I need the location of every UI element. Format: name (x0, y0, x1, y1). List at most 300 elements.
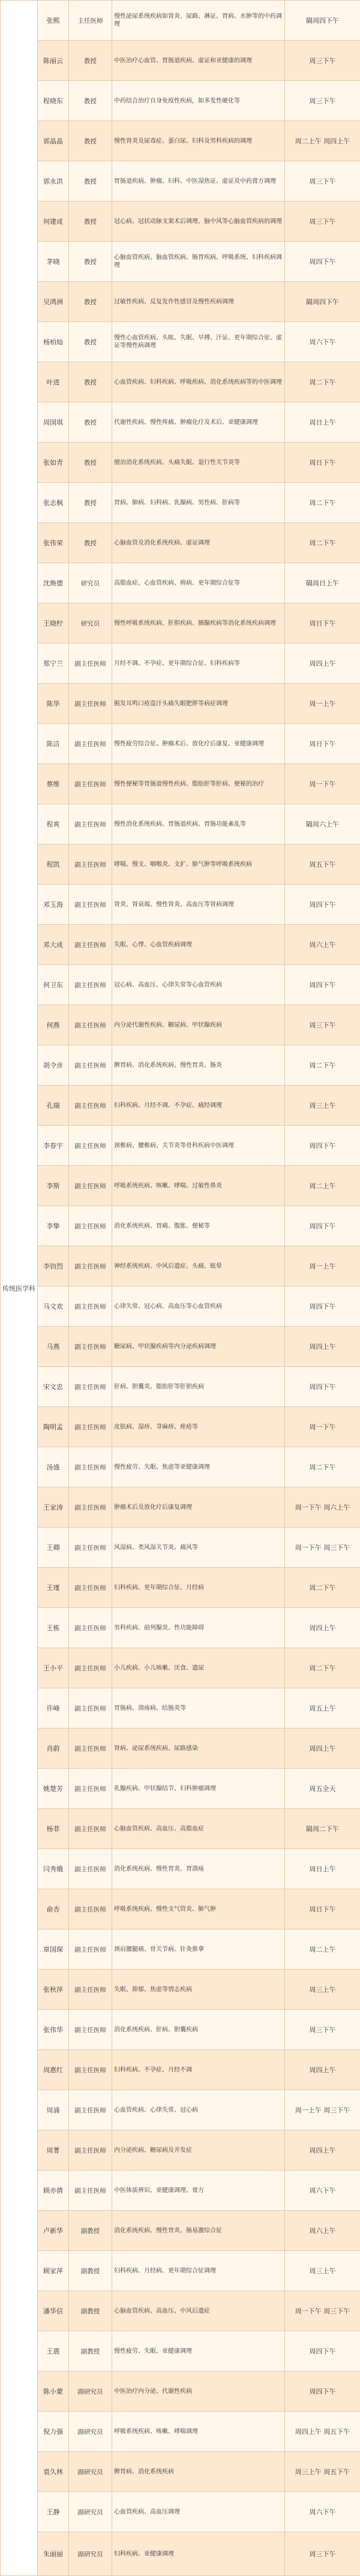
clinic-time: 周四下午 (285, 242, 360, 282)
doctor-name: 宋文忠 (38, 1367, 69, 1407)
doctor-name: 许峰 (38, 1688, 69, 1729)
doctor-specialty: 肝病、胆囊炎、脂肪肝等肝胆疾病 (112, 1367, 285, 1407)
doctor-title: 副教授 (69, 2291, 112, 2331)
doctor-title: 主任医师 (69, 1, 112, 41)
doctor-name: 何建成 (38, 202, 69, 242)
table-row (1, 1929, 360, 1970)
clinic-time: 周日下午 (285, 724, 360, 764)
doctor-title: 研究员 (69, 563, 112, 603)
doctor-specialty: 妇科疾病、月经病、更年期综合征调理 (112, 2251, 285, 2291)
table-row (1, 844, 360, 885)
clinic-time: 周一下午 (285, 764, 360, 804)
clinic-time: 周三上午 (285, 2251, 360, 2291)
doctor-name: 袁久林 (38, 2452, 69, 2492)
doctor-specialty: 心律失常、冠心病、高血压等心血管疾病 (112, 1287, 285, 1327)
doctor-title: 教授 (69, 402, 112, 443)
doctor-specialty: 代谢性疾病、慢性疼痛、肿瘤化疗及术后、亚健康调理 (112, 402, 285, 443)
table-row (1, 1287, 360, 1327)
table-row (1, 242, 360, 282)
clinic-time: 周一上午 (285, 684, 360, 724)
doctor-name: 陶明孟 (38, 1407, 69, 1447)
clinic-time: 周一上午 周三下午 (285, 2090, 360, 2130)
doctor-specialty: 心脑血管疾病、高血压、高脂血症 (112, 1809, 285, 1849)
doctor-specialty: 中医治疗心血管、胃肠道疾病、虚证和亚健康的调理 (112, 41, 285, 81)
clinic-time: 周三下午 (285, 1005, 360, 1045)
doctor-specialty: 妇科疾病、更年期综合征、月经病 (112, 1568, 285, 1608)
doctor-name: 周菁 (38, 2130, 69, 2171)
doctor-specialty: 消化系统疾病、慢性胃炎、肠易激综合征 (112, 2211, 285, 2251)
doctor-specialty: 男科疾病、前列腺炎、性功能障碍 (112, 1608, 285, 1648)
table-row (1, 1126, 360, 1166)
doctor-specialty: 消化系统疾病、慢性胃炎、胃溃疡 (112, 1849, 285, 1889)
doctor-specialty: 妇科疾病、月经不调、不孕症、痛经调理 (112, 1086, 285, 1126)
doctor-name: 王家涛 (38, 1487, 69, 1528)
clinic-time: 周一下午 周三下午 (285, 2291, 360, 2331)
clinic-time: 周三下午 (285, 2010, 360, 2050)
doctor-name: 王小平 (38, 1648, 69, 1688)
doctor-specialty: 胃病、肺病、妇科病、乳腺病、男性病、肝病等 (112, 483, 285, 523)
doctor-specialty: 慢性疲劳、失眠、焦虑等亚健康调理 (112, 1447, 285, 1487)
doctor-name: 王震 (38, 2331, 69, 2371)
clinic-time: 周四下午 (285, 2331, 360, 2371)
clinic-time: 周四上午 (285, 1729, 360, 1769)
clinic-time: 周二上午 周四上午 (285, 121, 360, 161)
doctor-name: 邓玉海 (38, 885, 69, 925)
doctor-name: 叶进 (38, 362, 69, 402)
doctor-specialty: 慢性心血管疾病、头眩、失眠、早搏、汗证、更年期综合征、虚证等慢性病调理 (112, 322, 285, 362)
doctor-title: 副主任医师 (69, 1045, 112, 1086)
doctor-title: 副主任医师 (69, 1327, 112, 1367)
clinic-time: 周六下午 (285, 2492, 360, 2532)
doctor-name: 蔡维 (38, 764, 69, 804)
doctor-specialty: 脾胃病、消化系统疾病、慢性胃炎、肠炎 (112, 1045, 285, 1086)
clinic-time: 隔周二下午 (285, 1809, 360, 1849)
doctor-specialty: 冠心病、高血压、心律失常等心血管疾病 (112, 965, 285, 1005)
doctor-name: 汤盛 (38, 1447, 69, 1487)
doctor-title: 教授 (69, 483, 112, 523)
table-row (1, 563, 360, 603)
doctor-title: 副研究员 (69, 2452, 112, 2492)
clinic-time: 周六上午 (285, 2211, 360, 2251)
doctor-name: 周涌 (38, 2090, 69, 2130)
doctor-name: 张伟华 (38, 2010, 69, 2050)
table-row (1, 724, 360, 764)
doctor-specialty: 脱发耳鸣口疮盗汗头痛失眠肥胖等病症调理 (112, 684, 285, 724)
doctor-specialty: 小儿疾病、小儿咳嗽、厌食、遗尿 (112, 1648, 285, 1688)
clinic-time: 周日上午 (285, 1849, 360, 1889)
doctor-specialty: 中药结合治疗自身免疫性疾病，如多发性硬化等 (112, 81, 285, 121)
doctor-name: 张如青 (38, 443, 69, 483)
doctor-name: 陈丽云 (38, 41, 69, 81)
doctor-title: 副主任医师 (69, 965, 112, 1005)
doctor-title: 副教授 (69, 2331, 112, 2371)
doctor-name: 王栋 (38, 1608, 69, 1648)
doctor-specialty: 呼吸系统疾病、咳嗽、哮喘、过敏性鼻炎 (112, 1166, 285, 1206)
doctor-title: 副主任医师 (69, 684, 112, 724)
doctor-title: 副主任医师 (69, 764, 112, 804)
table-row (1, 1648, 360, 1688)
doctor-name: 孔瑞 (38, 1086, 69, 1126)
doctor-title: 副主任医师 (69, 1608, 112, 1648)
clinic-time: 周四下午 (285, 1206, 360, 1246)
table-row (1, 1769, 360, 1809)
table-row (1, 2371, 360, 2412)
doctor-specialty: 呼吸系统疾病、慢性支气管炎、肺气肿 (112, 1889, 285, 1929)
doctor-title: 副教授 (69, 2251, 112, 2291)
doctor-title: 副主任医师 (69, 1287, 112, 1327)
doctor-specialty: 肾病、泌尿系统疾病、尿路感染 (112, 1729, 285, 1769)
doctor-title: 教授 (69, 81, 112, 121)
table-row (1, 2291, 360, 2331)
doctor-specialty: 失眠、心悸、心血管疾病调理 (112, 925, 285, 965)
clinic-time: 周五全天 (285, 1769, 360, 1809)
doctor-title: 副研究员 (69, 2371, 112, 2412)
doctor-name: 倪力强 (38, 2412, 69, 2452)
doctor-specialty: 妇科疾病、亚健康调理 (112, 2532, 285, 2576)
clinic-time: 周三上午 (285, 1086, 360, 1126)
table-row (1, 322, 360, 362)
doctor-name: 顾亦倩 (38, 2171, 69, 2211)
doctor-specialty: 肿瘤术后及放化疗后康复调理 (112, 1487, 285, 1528)
clinic-time: 周二下午 (285, 1045, 360, 1086)
table-row (1, 885, 360, 925)
clinic-time: 周四下午 (285, 1367, 360, 1407)
clinic-time: 周日下午 (285, 1889, 360, 1929)
doctor-title: 副主任医师 (69, 2010, 112, 2050)
doctor-specialty: 胃肠道疾病、肿瘤、妇科、中医湿热证、虚证及中药膏方调理 (112, 161, 285, 202)
table-row (1, 2090, 360, 2130)
doctor-title: 副主任医师 (69, 1005, 112, 1045)
table-row (1, 1, 360, 41)
table-row (1, 121, 360, 161)
table-row (1, 684, 360, 724)
doctor-title: 副主任医师 (69, 1447, 112, 1487)
doctor-title: 教授 (69, 523, 112, 563)
doctor-name: 马文欢 (38, 1287, 69, 1327)
clinic-time: 周六下午 (285, 322, 360, 362)
doctor-specialty: 慢性疲劳综合征、肿瘤术后、放化疗后康复、亚健康调理 (112, 724, 285, 764)
schedule-table-body (1, 1, 360, 2576)
doctor-specialty: 心脑血管疾病、高血压、中风后遗症 (112, 2291, 285, 2331)
clinic-time: 周五上午 (285, 1688, 360, 1729)
doctor-title: 副研究员 (69, 2492, 112, 2532)
doctor-name: 陈洁 (38, 724, 69, 764)
doctor-specialty: 胃肠病、溃疡病、结肠炎等 (112, 1688, 285, 1729)
doctor-name: 张志枫 (38, 483, 69, 523)
table-row (1, 1327, 360, 1367)
doctor-name: 吴鸿洲 (38, 282, 69, 322)
doctor-title: 副研究员 (69, 2532, 112, 2576)
clinic-time: 周四下午 (285, 1126, 360, 1166)
table-row (1, 2010, 360, 2050)
table-row (1, 2412, 360, 2452)
clinic-time: 隔周日上午 (285, 563, 360, 603)
doctor-name: 李春宇 (38, 1126, 69, 1166)
table-row (1, 1568, 360, 1608)
table-row (1, 483, 360, 523)
clinic-time: 周二下午 (285, 1568, 360, 1608)
department-cell: 传统医学科 (1, 1, 38, 2576)
doctor-name: 胡令彦 (38, 1045, 69, 1086)
doctor-title: 教授 (69, 362, 112, 402)
table-row (1, 523, 360, 563)
clinic-time: 周三下午 (285, 202, 360, 242)
doctor-name: 陈小蒙 (38, 2371, 69, 2412)
doctor-specialty: 颈肩腰腿痛、骨关节病、针灸推拿 (112, 1929, 285, 1970)
clinic-time: 周四下午 (285, 885, 360, 925)
table-row (1, 282, 360, 322)
doctor-name: 周惠红 (38, 2050, 69, 2090)
doctor-specialty: 月经不调、不孕症、更年期综合征、妇科疾病等 (112, 644, 285, 684)
doctor-title: 副主任医师 (69, 644, 112, 684)
doctor-title: 副主任医师 (69, 724, 112, 764)
table-row (1, 1970, 360, 2010)
clinic-time: 周二上午 (285, 1929, 360, 1970)
doctor-specialty: 高脂血症、心血管疾病、痹病、更年期综合征等 (112, 563, 285, 603)
clinic-time: 周四上午 (285, 2050, 360, 2090)
clinic-time: 周三下午 (285, 161, 360, 202)
doctor-specialty: 消化系统疾病、肝病、胆囊疾病 (112, 2010, 285, 2050)
clinic-time: 周四下午 (285, 2371, 360, 2412)
doctor-specialty: 消化系统疾病、胃痛、腹胀、便秘等 (112, 1206, 285, 1246)
doctor-name: 杨柏灿 (38, 322, 69, 362)
clinic-time: 周四上午 (285, 644, 360, 684)
table-row (1, 2171, 360, 2211)
doctor-name: 潘华信 (38, 2291, 69, 2331)
clinic-time: 周二上午 (285, 1166, 360, 1206)
clinic-time: 周三上午 (285, 1970, 360, 2010)
doctor-title: 副主任医师 (69, 1729, 112, 1769)
doctor-specialty: 心脑血管疾病、脑血管疾病、肠胃疾病、呼吸系统、妇科疾病调理 (112, 242, 285, 282)
doctor-title: 副教授 (69, 2211, 112, 2251)
clinic-time: 周一下午 周三下午 (285, 1528, 360, 1568)
doctor-title: 副主任医师 (69, 1206, 112, 1246)
doctor-title: 教授 (69, 121, 112, 161)
doctor-specialty: 慢性疲劳、失眠、亚健康调理 (112, 2331, 285, 2371)
doctor-specialty: 冠心病、冠状动脉支架术后调理、脑中风等心脑血管疾病的调理 (112, 202, 285, 242)
table-row (1, 2452, 360, 2492)
doctor-specialty: 中医治疗内分泌、代谢性疾病 (112, 2371, 285, 2412)
clinic-time: 隔周四下午 (285, 1, 360, 41)
doctor-title: 副主任医师 (69, 885, 112, 925)
doctor-name: 姚楚芳 (38, 1769, 69, 1809)
clinic-time: 周二下午 (285, 483, 360, 523)
doctor-title: 副主任医师 (69, 925, 112, 965)
table-row (1, 202, 360, 242)
doctor-name: 茅晓 (38, 242, 69, 282)
doctor-title: 副主任医师 (69, 1688, 112, 1729)
clinic-time: 周二下午 (285, 1447, 360, 1487)
doctor-name: 王静 (38, 2492, 69, 2532)
doctor-specialty: 过敏性疾病、反复发作性感冒及慢性疾病调理 (112, 282, 285, 322)
table-row (1, 1005, 360, 1045)
doctor-name: 闫秀娥 (38, 1849, 69, 1889)
clinic-time: 周三下午 (285, 81, 360, 121)
doctor-title: 副主任医师 (69, 1086, 112, 1126)
table-row (1, 764, 360, 804)
doctor-title: 副主任医师 (69, 1809, 112, 1849)
doctor-specialty: 心血管疾病、妇科疾病、呼吸疾病、消化系统疾病等的中医调理 (112, 362, 285, 402)
table-row (1, 1166, 360, 1206)
clinic-time: 周四上午 (285, 1327, 360, 1367)
doctor-specialty: 中医体质辨识、亚健康调理、膏方 (112, 2171, 285, 2211)
doctor-specialty: 皮肤病、湿疹、荨麻疹、痤疮等 (112, 1407, 285, 1447)
doctor-title: 教授 (69, 202, 112, 242)
doctor-title: 副主任医师 (69, 2050, 112, 2090)
clinic-time: 周三下午 (285, 2532, 360, 2576)
doctor-title: 副主任医师 (69, 1407, 112, 1447)
doctor-title: 副主任医师 (69, 844, 112, 885)
table-row (1, 161, 360, 202)
table-row (1, 925, 360, 965)
doctor-name: 李挚 (38, 1206, 69, 1246)
doctor-name: 沈焕德 (38, 563, 69, 603)
doctor-specialty: 糖尿病、甲状腺疾病等内分泌疾病调理 (112, 1327, 285, 1367)
doctor-title: 副主任医师 (69, 1166, 112, 1206)
doctor-title: 副主任医师 (69, 1367, 112, 1407)
table-row (1, 2492, 360, 2532)
doctor-title: 副主任医师 (69, 1648, 112, 1688)
doctor-specialty: 心血管疾病、高血压调理 (112, 2492, 285, 2532)
table-row (1, 2251, 360, 2291)
doctor-name: 张熙 (38, 1, 69, 41)
doctor-specialty: 慢性消化系统疾病、胃肠道疾病、胃肠功能紊乱等 (112, 804, 285, 844)
doctor-name: 杨菲 (38, 1809, 69, 1849)
doctor-specialty: 风湿病、类风湿关节炎、痛风等 (112, 1528, 285, 1568)
doctor-specialty: 擅治消化系统疾病、头痛失眠、退行性关节炎等 (112, 443, 285, 483)
doctor-title: 教授 (69, 242, 112, 282)
table-row (1, 2532, 360, 2576)
clinic-time: 隔周四下午 (285, 282, 360, 322)
clinic-time: 周四下午 (285, 965, 360, 1005)
clinic-time: 周五下午 (285, 844, 360, 885)
doctor-name: 顾家萍 (38, 2251, 69, 2291)
table-row (1, 1206, 360, 1246)
doctor-name: 王瑾 (38, 1568, 69, 1608)
doctor-specialty: 脾胃病、消化系统疾病 (112, 2452, 285, 2492)
doctor-name: 郑宁兰 (38, 644, 69, 684)
doctor-specialty: 内分泌代谢性疾病、糖尿病、甲状腺疾病 (112, 1005, 285, 1045)
table-row (1, 644, 360, 684)
doctor-name: 何卫东 (38, 965, 69, 1005)
table-row (1, 81, 360, 121)
table-row (1, 1608, 360, 1648)
doctor-title: 副主任医师 (69, 2171, 112, 2211)
doctor-title: 副主任医师 (69, 2090, 112, 2130)
table-row (1, 1246, 360, 1287)
doctor-name: 何燕 (38, 1005, 69, 1045)
doctor-specialty: 肾炎、肾衰竭、慢性肾炎、高血压等肾病调理 (112, 885, 285, 925)
doctor-title: 教授 (69, 41, 112, 81)
doctor-title: 副主任医师 (69, 1769, 112, 1809)
doctor-specialty: 哮喘、慢支、咽喉炎、支扩、肺气肿等呼吸系统疾病 (112, 844, 285, 885)
doctor-name: 陈华 (38, 684, 69, 724)
doctor-name: 马燕 (38, 1327, 69, 1367)
doctor-specialty: 神经系统疾病、中风后遗症、头痛、眩晕 (112, 1246, 285, 1287)
doctor-title: 副主任医师 (69, 1246, 112, 1287)
doctor-name: 周国琪 (38, 402, 69, 443)
doctor-specialty: 慢性呼吸系统疾病、肝胆疾病、胰腺疾病等消化系统疾病调理 (112, 603, 285, 644)
table-row (1, 1849, 360, 1889)
table-row (1, 2331, 360, 2371)
doctor-name: 肖蔚 (38, 1729, 69, 1769)
doctor-specialty: 慢性泌尿系统疾病如肾炎、尿路、淋证、胃病、水肿等的中药调理 (112, 1, 285, 41)
doctor-specialty: 呼吸系统疾病、咳嗽、哮喘调理 (112, 2412, 285, 2452)
clinic-time: 周四上午 (285, 1608, 360, 1648)
doctor-title: 教授 (69, 322, 112, 362)
doctor-title: 副主任医师 (69, 804, 112, 844)
table-row (1, 1086, 360, 1126)
table-row (1, 2211, 360, 2251)
doctor-name: 王晓柠 (38, 603, 69, 644)
doctor-name: 程爽 (38, 804, 69, 844)
doctor-title: 副主任医师 (69, 1929, 112, 1970)
doctor-title: 副主任医师 (69, 1528, 112, 1568)
doctor-title: 副研究员 (69, 2412, 112, 2452)
table-row (1, 443, 360, 483)
table-row (1, 362, 360, 402)
clinic-time: 周一上午 (285, 1246, 360, 1287)
table-row (1, 804, 360, 844)
doctor-specialty: 心脑血管及消化系统疾病、虚证调理 (112, 523, 285, 563)
clinic-time: 周一下午 周六上午 (285, 1487, 360, 1528)
clinic-time: 周日上午 (285, 402, 360, 443)
doctor-specialty: 妇科疾病、不孕症、月经不调 (112, 2050, 285, 2090)
clinic-time: 周二下午 (285, 1648, 360, 1688)
doctor-name: 李斯 (38, 1166, 69, 1206)
doctor-title: 研究员 (69, 603, 112, 644)
clinic-time: 隔周六上午 (285, 804, 360, 844)
table-row (1, 41, 360, 81)
doctor-specialty: 乳腺疾病、甲状腺结节、妇科肿瘤调理 (112, 1769, 285, 1809)
clinic-time: 周四上午 (285, 2130, 360, 2171)
doctor-title: 副主任医师 (69, 1487, 112, 1528)
doctor-name: 张秋萍 (38, 1970, 69, 2010)
doctor-name: 程晓东 (38, 81, 69, 121)
doctor-name: 程凯 (38, 844, 69, 885)
table-row (1, 1729, 360, 1769)
doctor-title: 副主任医师 (69, 1568, 112, 1608)
doctor-name: 卢新华 (38, 2211, 69, 2251)
doctor-name: 朱丽丽 (38, 2532, 69, 2576)
clinic-time: 周六下午 (285, 2171, 360, 2211)
doctor-specialty: 心血管疾病、心律失常、冠心病 (112, 2090, 285, 2130)
table-row (1, 1688, 360, 1729)
doctor-title: 教授 (69, 161, 112, 202)
clinic-time: 周一下午 (285, 1407, 360, 1447)
table-row (1, 1045, 360, 1086)
doctor-name: 郭晶晶 (38, 121, 69, 161)
table-row (1, 402, 360, 443)
table-row (1, 1407, 360, 1447)
table-row (1, 2130, 360, 2171)
doctor-name: 章国琛 (38, 1929, 69, 1970)
doctor-name: 邓大成 (38, 925, 69, 965)
doctor-name: 王卿 (38, 1528, 69, 1568)
clinic-time: 周四下午 (285, 1287, 360, 1327)
doctor-name: 李钧烈 (38, 1246, 69, 1287)
table-row (1, 1487, 360, 1528)
doctor-specialty: 内分泌疾病、糖尿病及并发症 (112, 2130, 285, 2171)
table-row (1, 1528, 360, 1568)
clinic-time: 周日下午 (285, 443, 360, 483)
clinic-time: 周二下午 (285, 362, 360, 402)
doctor-title: 副主任医师 (69, 2130, 112, 2171)
doctor-name: 张伟荣 (38, 523, 69, 563)
doctor-title: 副主任医师 (69, 1849, 112, 1889)
doctor-title: 教授 (69, 443, 112, 483)
clinic-time: 周六上午 (285, 925, 360, 965)
